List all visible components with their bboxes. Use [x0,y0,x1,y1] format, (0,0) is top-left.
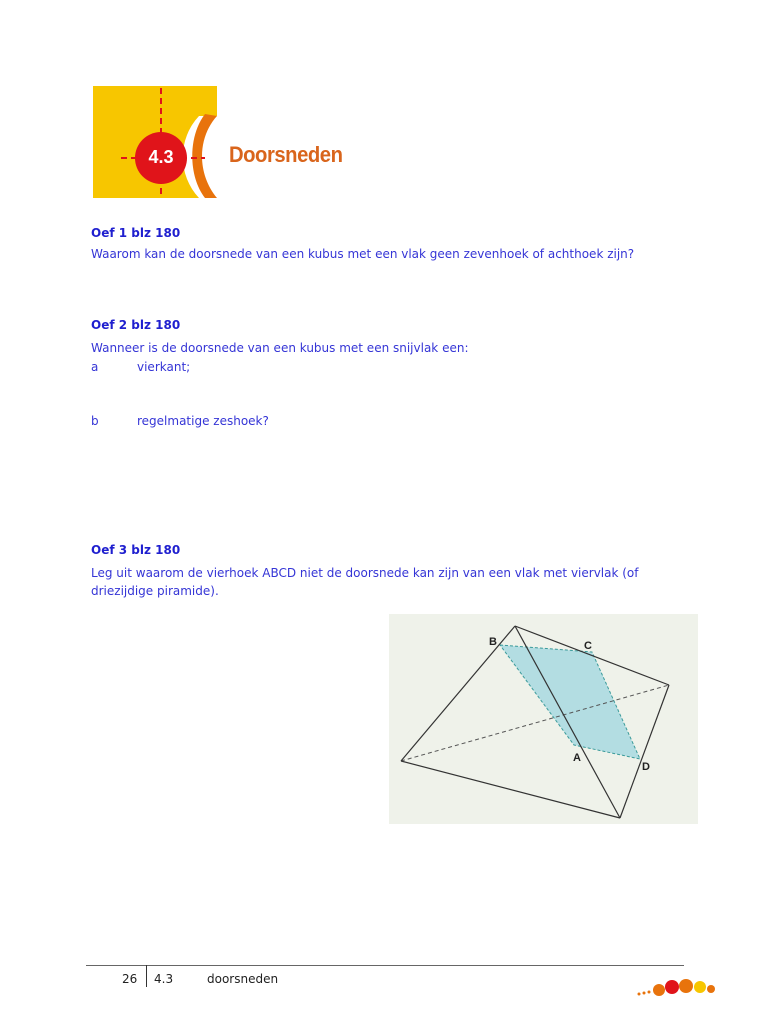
list-item-text: vierkant; [137,360,191,374]
tetrahedron-diagram [389,614,698,824]
exercise-3-text: Leg uit waarom de vierhoek ABCD niet de doorsnede kan zijn van een vlak met viervlak (of driezijdige piramide). [91,566,639,598]
exercise-3-heading: Oef 3 blz 180 [91,543,181,557]
footer-section: 4.3 [154,972,174,986]
list-item-letter: b [91,414,99,428]
vertex-label-a: A [573,752,581,764]
exercise-1-heading: Oef 1 blz 180 [91,226,181,240]
exercise-1-text: Waarom kan de doorsnede van een kubus met een vlak geen zevenhoek of achthoek zijn? [91,247,635,261]
footer-title: doorsneden [207,972,279,986]
page-title: Doorsneden [229,142,343,167]
section-number: 4.3 [148,147,174,167]
vertex-label-c: C [584,640,592,652]
vertex-label-d: D [642,761,650,773]
footer-divider [86,965,684,966]
publisher-logo-icon [636,975,716,1001]
exercise-2-heading: Oef 2 blz 180 [91,318,181,332]
footer-separator [146,965,147,987]
tetrahedron-figure [389,614,698,824]
vertex-label-b: B [489,636,497,648]
list-item-letter: a [91,360,99,374]
exercise-2-text: Wanneer is de doorsnede van een kubus met een snijvlak een: [91,341,469,355]
list-item-text: regelmatige zeshoek? [137,414,269,428]
page-number: 26 [122,972,138,986]
